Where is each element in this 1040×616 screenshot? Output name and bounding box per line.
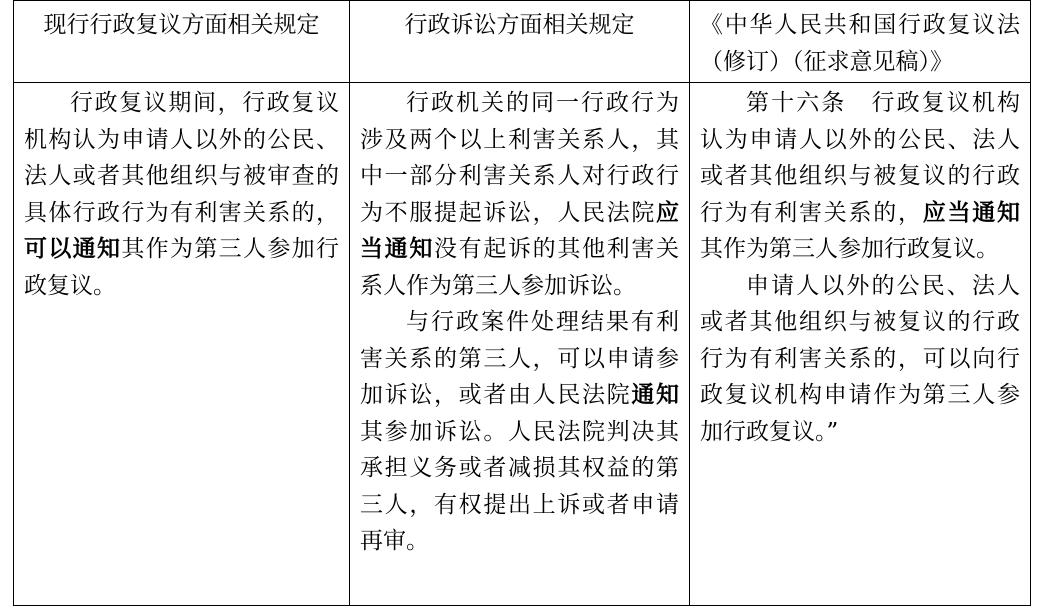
text-segment: 其参加诉讼。人民法院判决其承担义务或者减损其权益的第三人，有权提出上诉或者申请再审。 — [360, 418, 679, 554]
bold-text-notify: 通知 — [631, 381, 680, 408]
cell-draft-law — [690, 83, 1031, 606]
text-segment: 行政复议期间，行政复议机构认为申请人以外的公民、法人或者其他组织与被审查的具体行政行为有利害关系的， — [24, 90, 339, 226]
cell-litigation-rules — [350, 83, 690, 606]
text-segment: 其作为第三人参加行政复议。 — [700, 236, 999, 262]
paragraph — [360, 85, 679, 304]
text-segment: 行政机关的同一行政行为涉及两个以上利害关系人，其中一部分利害关系人对行政行为不服提起诉讼，人民法院 — [360, 90, 679, 226]
text-segment: 与行政案件处理结果有利害关系的第三人，可以申请参加诉讼，或者由人民法院 — [360, 309, 679, 408]
paragraph — [360, 304, 679, 560]
paragraph — [700, 85, 1020, 268]
text-segment: 第十六条 行政复议机构认为申请人以外的公民、法人或者其他组织与被复议的行政行为有利害关系的， — [700, 90, 1020, 226]
text-segment: 没有起诉的其他利害关系人作为第三人参加诉讼。 — [360, 236, 680, 299]
content-row — [14, 83, 1031, 606]
header-cell-litigation-rules: 行政诉讼方面相关规定 — [350, 1, 690, 83]
bold-text-shall-notify: 应当通知 — [360, 198, 679, 262]
comparison-table — [13, 0, 1031, 606]
bold-text-shall-notify: 应当通知 — [922, 198, 1020, 226]
paragraph — [24, 85, 339, 304]
text-segment: 其作为第三人参加行政复议。 — [24, 236, 340, 299]
header-cell-draft-law: 《中华人民共和国行政复议法（修订）（征求意见稿）》 — [690, 1, 1031, 83]
bold-text-may-notify: 可以通知 — [24, 235, 122, 262]
paragraph: 申请人以外的公民、法人或者其他组织与被复议的行政行为有利害关系的，可以向行政复议机构申请作为第三人参加行政复议。” — [700, 272, 1020, 445]
header-row — [14, 1, 1031, 83]
cell-current-rules — [14, 83, 350, 606]
header-cell-current-rules: 现行行政复议方面相关规定 — [14, 1, 350, 83]
